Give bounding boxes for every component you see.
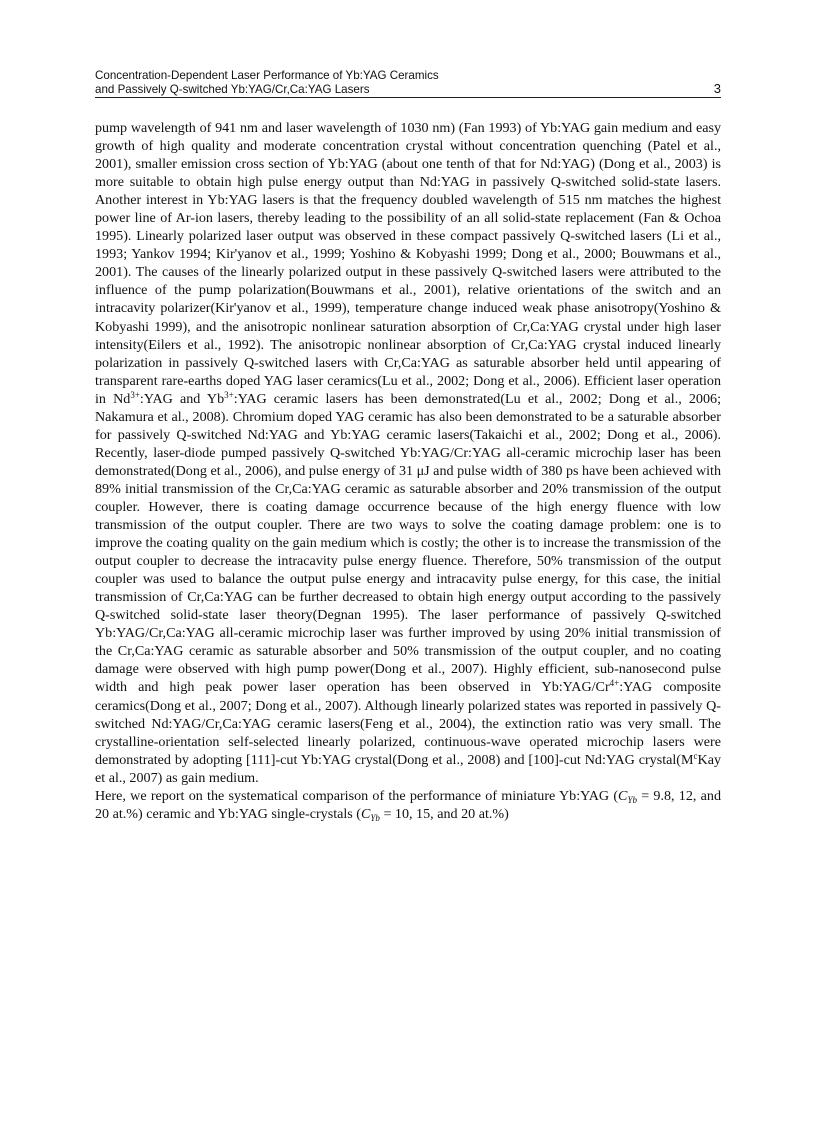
superscript: 4+ xyxy=(609,678,620,689)
body-text xyxy=(95,119,721,823)
text-run: :YAG composite ceramics(Dong et al., 2007; Dong et al., 2007). Although linearly polarized states was reported in passively Q-switched Nd:YAG/Cr,Ca:YAG ceramic lasers(Feng et al., 2004), the extinction ratio was very small. The crystalline-orientation self-selected linearly polarized, continuous-wave operated microchip lasers were demonstrated by adopting [111]-cut Yb:YAG crystal(Dong et al., 2008) and [100]-cut Nd:YAG crystal(M xyxy=(95,679,722,768)
running-header-line-2: and Passively Q-switched Yb:YAG/Cr,Ca:YAG Lasers xyxy=(95,83,370,96)
header-divider xyxy=(95,97,721,98)
running-header-line-1: Concentration-Dependent Laser Performance of Yb:YAG Ceramics xyxy=(95,69,439,82)
text-run: = 9.8, 12, and 20 at.%) ceramic and Yb:YAG single-crystals ( xyxy=(95,787,721,822)
paragraph-2 xyxy=(95,787,721,823)
text-run: Here, we report on the systematical comparison of the performance of miniature Yb:YAG ( xyxy=(95,787,619,804)
text-run: Kay et al., 2007) as gain medium. xyxy=(95,751,721,786)
superscript: 3+ xyxy=(130,389,140,400)
running-header xyxy=(95,69,721,97)
subscript: Yb xyxy=(370,812,380,823)
subscript: Yb xyxy=(627,794,637,805)
text-run: :YAG ceramic lasers has been demonstrated(Lu et al., 2002; Dong et al., 2006; Nakamura et al., 2008). Chromium doped YAG ceramic has also been demonstrated to be a saturable absorber for passively Q-switched Nd:YAG and Yb:YAG ceramic lasers(Takaichi et al., 2002; Dong et al., 2006). Recently, laser-diode pumped passively Q-switched Yb:YAG/Cr:YAG all-ceramic microchip laser has been demonstrated(Dong et al., 2006), and pulse energy of 31 μJ and pulse width of 380 ps have been achieved with 89% initial transmission of the Cr,Ca:YAG ceramic as saturable absorber and 20% transmission of the output coupler. However, there is coating damage occurrence because of the high energy fluence with low transmission of the output coupler. There are two ways to solve the coating damage problem: one is to improve the coating quality on the gain medium which is costly; the other is to increase the transmission of the output coupler to decrease the intracavity pulse energy fluence. Therefore, 50% transmission of the output coupler was used to balance the output pulse energy and intracavity pulse energy, for this case, the initial transmission of Cr,Ca:YAG can be further decreased to obtain high energy output according to the passively Q-switched solid-state laser theory(Degnan 1995). The laser performance of passively Q-switched Yb:YAG/Cr,Ca:YAG all-ceramic microchip laser was further improved by using 20% initial transmission of the Cr,Ca:YAG ceramic as saturable absorber and 50% transmission of the output coupler, and no coating damage were observed with high pump power(Dong et al., 2007). Highly efficient, sub-nanosecond pulse width and high peak power laser operation has been observed in Yb:YAG/Cr xyxy=(95,390,721,696)
text-run: :YAG and Yb xyxy=(139,390,225,407)
superscript: c xyxy=(693,750,698,761)
text-run: = 10, 15, and 20 at.%) xyxy=(379,805,509,822)
superscript: 3+ xyxy=(224,389,234,400)
text-run: pump wavelength of 941 nm and laser wavelength of 1030 nm) (Fan 1993) of Yb:YAG gain medium and easy growth of high quality and moderate concentration crystal without concentration quenching (Patel et al., 2001), smaller emission cross section of Yb:YAG (about one tenth of that for Nd:YAG) (Dong et al., 2003) is more suitable to obtain high pulse energy output than Nd:YAG in passively Q-switched solid-state lasers. Another interest in Yb:YAG lasers is that the frequency doubled wavelength of 515 nm matches the highest power line of Ar-ion lasers, thereby leading to the possibility of an all solid-state replacement (Fan & Ochoa 1995). Linearly polarized laser output was observed in these compact passively Q-switched lasers (Li et al., 1993; Yankov 1994; Kir'yanov et al., 1999; Yoshino & Kobyashi 1999; Dong et al., 2000; Bouwmans et al., 2001). The causes of the linearly polarized output in these passively Q-switched lasers were attributed to the influence of the pump polarization(Bouwmans et al., 2001), relative orientations of the switch and an intracavity polarizer(Kir'yanov et al., 1999), temperature change induced weak phase anisotropy(Yoshino & Kobyashi 1999), and the anisotropic nonlinear saturation absorption of Cr,Ca:YAG crystal under high laser intensity(Eilers et al., 1992). The anisotropic nonlinear absorption of Cr,Ca:YAG crystal induced linearly polarization in passively Q-switched lasers with Cr,Ca:YAG as saturable absorber held until appearing of transparent rare-earths doped YAG laser ceramics(Lu et al., 2002; Dong et al., 2006). Efficient laser operation in Nd xyxy=(95,120,721,407)
concentration-symbol: C xyxy=(361,805,371,822)
page-number: 3 xyxy=(713,81,721,96)
paragraph-1 xyxy=(95,119,721,787)
concentration-symbol: C xyxy=(618,787,628,804)
